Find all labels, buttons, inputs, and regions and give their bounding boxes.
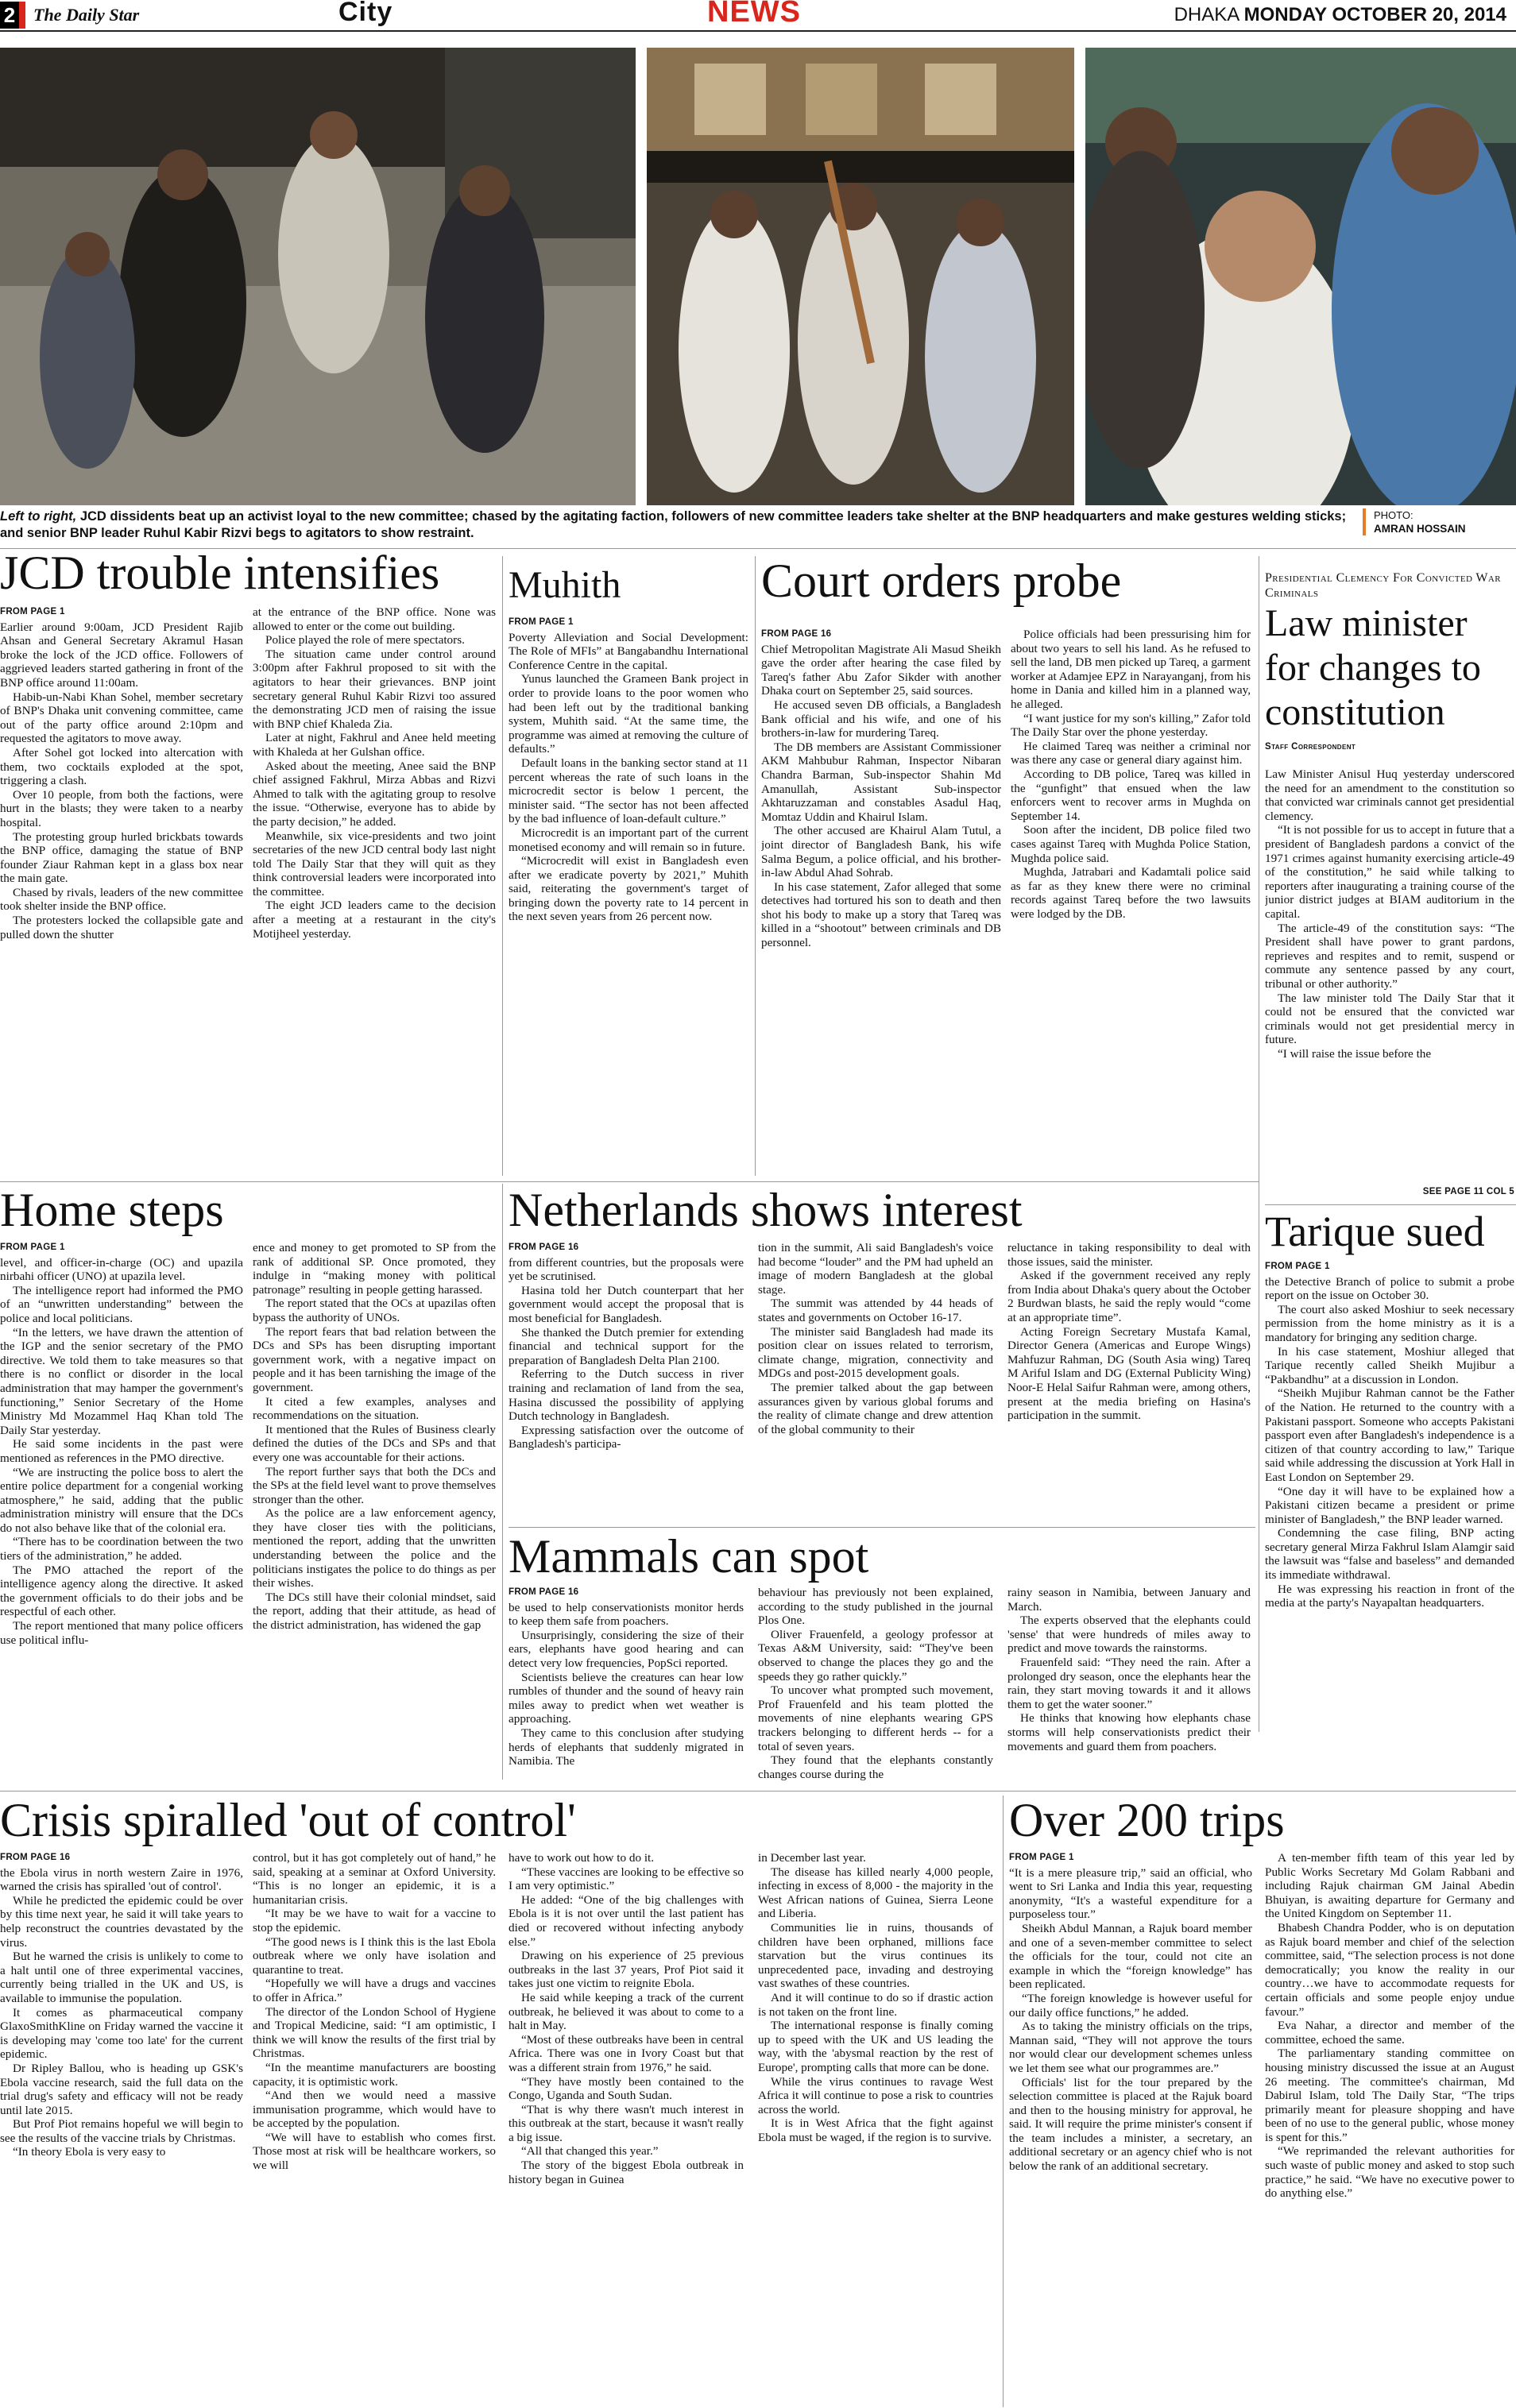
from-page-label: FROM PAGE 1	[509, 617, 574, 627]
paragraph: The situation came under control around 3:00pm after Fakhrul proposed to sit with the agitators to hear their grievances. BNP joint secretary general Ruhul Kabir Rizvi too assured the demonstrating JCD men of raising the issue with BNP chief Khaleda Zia.	[253, 647, 496, 731]
paragraph: “There has to be coordination between the two tiers of the administration,” he added.	[0, 1535, 243, 1563]
paragraph: Acting Foreign Secretary Mustafa Kamal, Director Genera (Americas and Europe Wings) Mahfuzur Rahman, DG (South Asia wing) Tareq M Ariful Islam and DG (External Publicity Wing) Noor-E Helal Saifur Rahman were, among others, present at the media briefing on Hasina's participation in the summit.	[1007, 1324, 1251, 1423]
headline-trips: Over 200 trips	[1009, 1794, 1285, 1846]
headline-mammals: Mammals can spot	[509, 1530, 869, 1583]
from-page-label: FROM PAGE 1	[0, 607, 65, 616]
divider	[509, 1527, 1255, 1528]
paragraph: “Sheikh Mujibur Rahman cannot be the Father of the Nation. He returned to the country with a Pakistani passport. Someone who accepts Pakistani passport even after Bangladesh's independence is a citizen of that country according to law,” Tarique said while addressing the discussion at York Hall in East London on September 29.	[1265, 1386, 1514, 1484]
paragraph: Eva Nahar, a director and member of the committee, echoed the same.	[1265, 2019, 1514, 2047]
netherlands-col-1	[509, 1241, 744, 1527]
paragraph: He thinks that knowing how elephants chase storms will help conservationists predict their movements and guard them from poachers.	[1007, 1711, 1251, 1753]
paragraph: As the police are a law enforcement agency, they have closer ties with the politicians, mentioned the report, adding that the unwritten understanding between the police and the politicians instigates the police to do things as per their wishes.	[253, 1506, 496, 1591]
paragraph: the Ebola virus in north western Zaire in 1976, warned the crisis has spiralled 'out of control'.	[0, 1865, 243, 1894]
paragraph: “That is why there wasn't much interest in this outbreak at the start, because it wasn't really a big issue.	[509, 2102, 744, 2144]
paragraph: Microcredit is an important part of the current monetised economy and will remain so in future.	[509, 825, 748, 854]
jcd-col-2	[253, 605, 496, 1177]
paragraph: “I want justice for my son's killing,” Zafor told The Daily Star over the phone yesterday.	[1011, 711, 1251, 740]
paragraph: To uncover what prompted such movement, Prof Frauenfeld and his team plotted the movements of nine elephants wearing GPS trackers belonging to different herds -- for a total of seven years.	[758, 1683, 993, 1753]
paragraph: It cited a few examples, analyses and recommendations on the situation.	[253, 1394, 496, 1423]
paragraph: The article-49 of the constitution says: “The President shall have power to grant pardons, reprieves and respites and to remit, suspend or commute any sentence passed by any court, tribunal or other authority.”	[1265, 921, 1514, 991]
paragraph: Sheikh Abdul Mannan, a Rajuk board member and one of a seven-member committee to select the officials for the tour, could not cite an example in which the “foreign knowledge” has been replicated.	[1009, 1921, 1252, 1992]
paragraph: Police officials had been pressurising him for about two years to sell his land. As he refused to sell the land, DB men picked up Tareq, a garment worker at Adamjee EPZ in Narayanganj, from his home in Dania and killed him in a planned way, he alleged.	[1011, 628, 1251, 711]
paragraph: The protesting group hurled brickbats towards the BNP office, damaging the statue of BNP founder Ziaur Rahman kept in a glass box near the main gate.	[0, 829, 243, 886]
paragraph: The premier talked about the gap between assurances given by various global forums and the reality of climate change and drew attention of the global community to their	[758, 1380, 993, 1436]
paragraph: Later at night, Fakhrul and Anee held meeting with Khaleda at her Gulshan office.	[253, 731, 496, 759]
paragraph: Poverty Alleviation and Social Development: The Role of MFIs” at Bangabandhu International Conference Centre in the capital.	[509, 630, 748, 672]
netherlands-col-2	[758, 1241, 993, 1527]
paragraph: They came to this conclusion after studying herds of elephants that suddenly migrated in Namibia. The	[509, 1726, 744, 1768]
paragraph: A ten-member fifth team of this year led by Public Works Secretary Md Golam Rabbani and including Rajuk chairman GM Jainal Abedin Bhuiyan, is awaiting departure for Germany and the United Kingdom on September 11.	[1265, 1851, 1514, 1921]
paragraph: Unsurprisingly, considering the size of their ears, elephants have good hearing and can detect very low frequencies, PopSci reported.	[509, 1628, 744, 1670]
paragraph: the Detective Branch of police to submit a probe report on the issue on October 30.	[1265, 1274, 1514, 1303]
divider	[0, 1791, 1516, 1792]
paragraph: The PMO attached the report of the intelligence agency along the directive. It asked the government officials to do their jobs and be respectful of each other.	[0, 1563, 243, 1619]
paragraph: Bhabesh Chandra Podder, who is on deputation as Rajuk board member and chief of the selection committee, said, “The selection process is not done democratically; you know the reality in our country…we have to accommodate requests for certain officials and some people enjoy undue favour.”	[1265, 1920, 1514, 2019]
column-rule	[1003, 1795, 1004, 2407]
headline-court: Court orders probe	[761, 555, 1122, 607]
column-rule	[755, 556, 756, 1176]
paragraph: He said some incidents in the past were mentioned as references in the PMO directive.	[0, 1437, 243, 1465]
paragraph: Expressing satisfaction over the outcome of Bangladesh's participa-	[509, 1423, 744, 1451]
headline-law-3: constitution	[1265, 691, 1445, 733]
paragraph: According to DB police, Tareq was killed in the “gunfight” that ensued when the law enforcers went to recover arms in Mughda on September 14.	[1011, 767, 1251, 823]
from-page-label: FROM PAGE 1	[1265, 1262, 1330, 1271]
paragraph: “I will raise the issue before the	[1278, 1046, 1432, 1061]
paragraph: The story of the biggest Ebola outbreak in history began in Guinea	[509, 2159, 744, 2186]
paragraph: Mughda, Jatrabari and Kadamtali police said as far as they knew there were no criminal records against Tareq before the two lawsuits were lodged by the DB.	[1011, 865, 1251, 921]
paragraph: He claimed Tareq was neither a criminal nor was there any case or general diary against him.	[1011, 739, 1251, 767]
masthead	[0, 0, 1516, 32]
dateline-city: DHAKA	[1174, 4, 1239, 25]
dateline	[1174, 3, 1506, 27]
column-rule	[502, 1184, 503, 1780]
mammals-col-1	[509, 1586, 744, 1781]
jcd-col-1	[0, 605, 243, 1177]
paragraph: The report further says that both the DCs and the SPs at the field level want to prove themselves stronger than the other.	[253, 1464, 496, 1506]
paragraph: The international response is finally coming up to speed with the UK and US leading the way, with the 'abysmal reaction by the rest of Europe', prompting calls that more can be done.	[758, 2019, 993, 2074]
home-col-2	[253, 1241, 496, 1781]
from-page-label: FROM PAGE 16	[509, 1243, 579, 1252]
crisis-col-4	[758, 1851, 993, 2407]
paragraph: tion in the summit, Ali said Bangladesh's voice had become “louder” and the PM had upheld an image of modern Bangladesh at the global stage.	[758, 1241, 993, 1297]
crisis-col-1	[0, 1851, 243, 2407]
paragraph: The law minister told The Daily Star that it could not be ensured that the convicted war criminals would not get presidential mercy in future.	[1265, 991, 1514, 1047]
paragraph: The director of the London School of Hygiene and Tropical Medicine, said: “I am optimistic, I think we will know the results of the first trial by Christmas.	[253, 2004, 496, 2061]
headline-tarique: Tarique sued	[1265, 1208, 1485, 1255]
paragraph: Officials' list for the tour prepared by the selection committee is placed at the Rajuk board and then to the housing ministry for approval, he said. It will require the prime minister's consent if the team includes a minister, a secretary, an additional secretary or an agency chief who is not below the rank of an additional secretary.	[1009, 2075, 1252, 2174]
paragraph: Hasina told her Dutch counterpart that her government would accept the proposal that is most beneficial for Bangladesh.	[509, 1283, 744, 1325]
paragraph: “And then we would need a massive immunisation programme, which would have to be accepted by the population.	[253, 2089, 496, 2131]
paragraph: Scientists believe the creatures can hear low rumbles of thunder and the sound of heavy rain miles away to predict when wet weather is approaching.	[509, 1670, 744, 1726]
muhith-col-1	[509, 616, 748, 1180]
home-col-1	[0, 1241, 243, 1781]
netherlands-col-3	[1007, 1241, 1251, 1527]
paragraph: The experts observed that the elephants could 'sense' that were hundreds of miles away to predict and move towards the rainstorms.	[1007, 1614, 1251, 1656]
paragraph: Habib-un-Nabi Khan Sohel, member secretary of BNP's Dhaka unit convening committee, came out of the party office around 2:10pm and requested the agitators to move away.	[0, 690, 243, 746]
paragraph: “We reprimanded the relevant authorities for such waste of public money and asked to stop such practice,” he said. “We have no executive power to do anything else.”	[1265, 2144, 1514, 2201]
law-col-1	[1265, 767, 1514, 1185]
paragraph: After Sohel got locked into altercation with them, two cocktails exploded at the spot, triggering a clash.	[0, 745, 243, 788]
paragraph: The protesters locked the collapsible gate and pulled down the shutter	[0, 914, 243, 941]
paragraph: Communities lie in ruins, thousands of children have been orphaned, millions face starvation but the virus continues its unprecedented pace, invading and destroying vast swathes of these countries.	[758, 1920, 993, 1991]
page-number: 2	[0, 2, 19, 29]
paragraph: The intelligence report had informed the PMO of an “unwritten understanding” between the police and local politicians.	[0, 1283, 243, 1325]
credit-label: PHOTO:	[1374, 509, 1414, 521]
paragraph: Earlier around 9:00am, JCD President Rajib Ahsan and General Secretary Akramul Hasan broke the lock of the JCD office. Followers of aggrieved leaders started gathering in front of the BNP office around 11:00am.	[0, 620, 243, 690]
paragraph: He was expressing his reaction in front of the media at the party's Nayapaltan headquarters.	[1265, 1582, 1514, 1610]
paragraph: Oliver Frauenfeld, a geology professor at Texas A&M University, said: “They've been observed to change the places they go and the speeds they go rather quickly.”	[758, 1627, 993, 1683]
paragraph: The disease has killed nearly 4,000 people, infecting in excess of 8,000 - the majority in the West African nations of Guinea, Sierra Leone and Liberia.	[758, 1865, 993, 1921]
tarique-col-1	[1265, 1260, 1514, 1781]
paragraph: The court also asked Moshiur to seek necessary permission from the home ministry as it is a mandatory for bringing any sedition charge.	[1265, 1302, 1514, 1344]
mammals-col-2	[758, 1586, 993, 1781]
paragraph: “It is a mere pleasure trip,” said an official, who went to Sri Lanka and India this year, requesting anonymity, “It's a wasteful expenditure for a purposeless tour.”	[1009, 1865, 1252, 1922]
paragraph: He accused seven DB officials, a Bangladesh Bank official and his wife, and one of his brothers-in-law for murdering Tareq.	[761, 698, 1001, 740]
paragraph: “It may be we have to wait for a vaccine to stop the epidemic.	[253, 1907, 496, 1935]
paragraph: control, but it has got completely out of hand,” he said, speaking at a seminar at Oxford University. “This is no longer an epidemic, it is a humanitarian crisis.	[253, 1851, 496, 1907]
paragraph: Asked if the government received any reply from India about Dhaka's query about the October 2 Burdwan blasts, he said the reply would “come at an appropriate time”.	[1007, 1269, 1251, 1324]
paragraph: But Prof Piot remains hopeful we will begin to see the results of the vaccine trials by Christmas.	[0, 2117, 243, 2145]
headline-jcd: JCD trouble intensifies	[0, 547, 440, 599]
paragraph: “These vaccines are looking to be effective so I am very optimistic.”	[509, 1865, 744, 1893]
paragraph: Dr Ripley Ballou, who is heading up GSK's Ebola vaccine research, said the full data on the trial drug's safety and efficacy will not be ready until late 2015.	[0, 2061, 243, 2117]
trips-col-1	[1009, 1851, 1252, 2407]
from-page-label: FROM PAGE 16	[509, 1587, 579, 1597]
paragraph: The parliamentary standing committee on housing ministry discussed the issue at an August 26 meeting. The committee's chairman, Md Dabirul Islam, told The Daily Star, “The trips primarily meant for pleasure shopping and have been of no use to the general public, whose money is spent for this.”	[1265, 2047, 1514, 2144]
paragraph: The minister said Bangladesh had made its position clear on issues related to terrorism, climate change, migration, connectivity and MDGs and post-2015 development goals.	[758, 1324, 993, 1381]
caption-lead: Left to right,	[0, 509, 77, 524]
paragraph: The eight JCD leaders came to the decision after a meeting at a restaurant in the city's Motijheel yesterday.	[253, 899, 496, 941]
paragraph: The DCs still have their colonial mindset, said the report, adding that their attitude, as head of the district administration, has widened the gap	[253, 1590, 496, 1633]
paper-name: The Daily Star	[33, 5, 140, 25]
paragraph: “One day it will have to be explained how a Pakistani citizen became a president or prime minister of Bangladesh,” the BNP leader warned.	[1265, 1484, 1514, 1526]
mammals-col-3	[1007, 1586, 1251, 1781]
paragraph: Drawing on his experience of 25 previous outbreaks in the last 37 years, Prof Piot said it takes just one victim to reignite Ebola.	[509, 1949, 744, 1991]
from-page-label: FROM PAGE 16	[0, 1853, 71, 1862]
paragraph: Meanwhile, six vice-presidents and two joint secretaries of the new JCD central body last night told The Daily Star that they will quit as they think controversial leaders were incorporated into the committee.	[253, 829, 496, 899]
paragraph: In his case statement, Moshiur alleged that Tarique recently called Sheikh Mujibur a “Pakbandhu” at a discussion in London.	[1265, 1344, 1514, 1386]
paragraph: Soon after the incident, DB police filed two cases against Tareq with Mughda Police Station, Mughda police said.	[1011, 823, 1251, 865]
paragraph: Frauenfeld said: “They need the rain. After a prolonged dry season, once the elephants hear the rain, they start moving towards it and it allows them to get the water sooner.”	[1007, 1655, 1251, 1711]
paragraph: In his case statement, Zafor alleged that some detectives had tortured his son to death and then shot his body to make up a story that Tareq was killed in a “shootout” between criminals and DB personnel.	[761, 879, 1001, 950]
crisis-col-2	[253, 1851, 496, 2407]
crisis-col-3	[509, 1851, 744, 2407]
paragraph: The other accused are Khairul Alam Tutul, a joint director of Bangladesh Bank, his wife Salma Begum, a police official, and his brother-in-law Abdul Ahad Sohrab.	[761, 824, 1001, 880]
byline: Staff Correspondent	[1265, 742, 1356, 752]
paragraph: “We are instructing the police boss to alert the entire police department for a congenial working atmosphere,” he said, adding that the public administration ministry will ensure that the DCs do not also behave like that of the colonial era.	[0, 1465, 243, 1535]
paragraph: It is in West Africa that the fight against Ebola must be waged, if the region is to survive.	[758, 2116, 993, 2144]
kicker-law: Presidential Clemency For Convicted War Criminals	[1265, 571, 1501, 600]
paragraph: Asked about the meeting, Anee said the BNP chief assigned Fakhrul, Mirza Abbas and Rizvi Ahmed to talk with the agitating group to resolve the issue. “Otherwise, everyone has to abide by the party decision,” he added.	[253, 759, 496, 829]
paragraph: The summit was attended by 44 heads of states and governments on October 16-17.	[758, 1297, 993, 1324]
photo-center	[647, 48, 1074, 505]
section-name: City	[338, 0, 393, 27]
paragraph: The report fears that bad relation between the DCs and SPs has been disrupting important government work, with a negative impact on people and it has been tarnishing the image of the government.	[253, 1324, 496, 1394]
divider	[1265, 1204, 1516, 1205]
paragraph: Over 10 people, from both the factions, were hurt in the blasts; they were taken to a nearby hospital.	[0, 787, 243, 829]
from-page-label: FROM PAGE 16	[761, 629, 832, 639]
headline-netherlands: Netherlands shows interest	[509, 1184, 1023, 1236]
paragraph: “The foreign knowledge is however useful for our daily office functions,” he added.	[1009, 1991, 1252, 2020]
from-page-label: FROM PAGE 1	[1009, 1853, 1074, 1862]
photo-right	[1085, 48, 1516, 505]
paragraph: Chased by rivals, leaders of the new committee took shelter inside the BNP office.	[0, 885, 243, 914]
paragraph: The DB members are Assistant Commissioner AKM Mahbubur Rahman, Inspector Nibaran Chandra Barman, Sub-inspector Shahin Md Amanullah, Assistant Sub-inspector Akhtaruzzaman and constables Asadul Haq, Momtaz Uddin and Khairul Islam.	[761, 740, 1001, 824]
dateline-date: MONDAY OCTOBER 20, 2014	[1243, 4, 1506, 25]
caption-text: JCD dissidents beat up an activist loyal to the new committee; chased by the agitating faction, followers of new committee leaders take shelter at the BNP headquarters and make gestures welding sticks; and senior BNP leader Ruhul Kabir Rizvi begs to agitators to show restraint.	[0, 509, 1347, 540]
paragraph: in December last year.	[758, 1851, 866, 1865]
paragraph: at the entrance of the BNP office. None was allowed to enter or the come out building.	[253, 605, 496, 633]
paragraph: “Most of these outbreaks have been in central Africa. There was one in Ivory Coast but that was a different strain from 1976,” he said.	[509, 2032, 744, 2074]
column-rule	[502, 556, 503, 1176]
paragraph: The report stated that the OCs at upazilas often bypass the authority of UNOs.	[253, 1297, 496, 1324]
paragraph: Chief Metropolitan Magistrate Ali Masud Sheikh gave the order after hearing the case filed by Tareq's father Abu Zafor Sikder with another Dhaka court on September 25, said sources.	[761, 642, 1001, 698]
paragraph: ence and money to get promoted to SP from the rank of additional SP. Once promoted, they indulge in “making money with political patronage” resulting in people getting harassed.	[253, 1241, 496, 1297]
paragraph: Law Minister Anisul Huq yesterday underscored the need for an amendment to the constitution so that convicted war criminals cannot get presidential clemency.	[1265, 767, 1514, 823]
paragraph: He added: “One of the big challenges with Ebola is it is not over until the last patient has died or recovered without infecting anybody else.”	[509, 1892, 744, 1949]
court-col-1	[761, 628, 1001, 1176]
paragraph: “We will have to establish who comes first. Those most at risk will be healthcare workers, so we will	[253, 2130, 496, 2173]
paragraph: They found that the elephants constantly changes course during the	[758, 1753, 993, 1781]
photo-left	[0, 48, 636, 505]
paragraph: While he predicted the epidemic could be over by this time next year, he said it will take years to help reconstruct the countries devastated by the virus.	[0, 1893, 243, 1950]
paragraph: rainy season in Namibia, between January and March.	[1007, 1586, 1251, 1614]
paragraph: “In theory Ebola is very easy to	[13, 2145, 166, 2159]
court-col-2	[1011, 628, 1251, 1176]
accent-bar	[19, 2, 25, 29]
headline-law-2: for changes to	[1265, 647, 1481, 689]
paragraph: “Microcredit will exist in Bangladesh even after we eradicate poverty by 2021,” Muhith said, reiterating the government's target of bringing down the poverty rate to 14 percent in the next seven years from 26 percent now.	[509, 854, 748, 924]
paragraph: But he warned the crisis is unlikely to come to a halt until one of three experimental vaccines, currently being trialled in the UK and US, is available to immunise the population.	[0, 1950, 243, 2005]
paragraph: “They have mostly been contained to the Congo, Uganda and South Sudan.	[509, 2074, 744, 2103]
headline-law-1: Law minister	[1265, 602, 1468, 644]
headline-crisis: Crisis spiralled 'out of control'	[0, 1794, 576, 1846]
paragraph: behaviour has previously not been explained, according to the study published in the journal Plos One.	[758, 1586, 993, 1628]
photo-caption	[0, 508, 1351, 542]
photo-credit	[1363, 508, 1514, 535]
category-label: NEWS	[707, 0, 801, 29]
paragraph: “All that changed this year.”	[521, 2144, 659, 2159]
paragraph: Condemning the case filing, BNP acting secretary general Mirza Fakhrul Islam Alamgir said the lawsuit was “false and baseless” and demanded its immediate withdrawal.	[1265, 1526, 1514, 1583]
paragraph: It comes as pharmaceutical company GlaxoSmithKline on Friday warned the vaccine it is developing may 'come too late' for the current epidemic.	[0, 2005, 243, 2062]
paragraph: He said while keeping a track of the current outbreak, he believed it was about to come to a halt in May.	[509, 1990, 744, 2033]
paragraph: Police played the role of mere spectators.	[265, 633, 465, 647]
paragraph: And it will continue to do so if drastic action is not taken on the front line.	[758, 1990, 993, 2019]
paragraph: from different countries, but the proposals were yet be scrutinised.	[509, 1255, 744, 1284]
paragraph: level, and officer-in-charge (OC) and upazila nirbahi officer (UNO) at upazila level.	[0, 1255, 243, 1284]
paragraph: “Hopefully we will have a drugs and vaccines to offer in Africa.”	[253, 1977, 496, 2004]
credit-name: AMRAN HOSSAIN	[1374, 523, 1466, 535]
paragraph: be used to help conservationists monitor herds to keep them safe from poachers.	[509, 1600, 744, 1629]
paragraph: Default loans in the banking sector stand at 11 percent whereas the rate of such loans in the microcredit sector is below 1 percent, the minister said. “The sector has not been affected by the bad influence of loan-default culture.”	[509, 756, 748, 826]
paragraph: As to taking the ministry officials on the trips, Mannan said, “They will not approve the tours nor would clear our development schemes unless we let them see what our programmes are.”	[1009, 2020, 1252, 2075]
headline-muhith: Muhith	[509, 564, 621, 606]
paragraph: “In the letters, we have drawn the attention of the IGP and the senior secretary of the PMO directive. We told them to take measures so that there is no conflict or disorder in the local administration that may hamper the government's functioning,” Senior Secretary of the Home Ministry Md Mozammel Haq Khan told The Daily Star yesterday.	[0, 1325, 243, 1437]
paragraph: Yunus launched the Grameen Bank project in order to provide loans to the poor women who had been left out by the traditional banking system, Muhith said. “At the same time, the programme was aimed at removing the culture of defaults.”	[509, 672, 748, 756]
paragraph: While the virus continues to ravage West Africa it will continue to pose a risk to countries across the world.	[758, 2074, 993, 2116]
paragraph: It mentioned that the Rules of Business clearly defined the duties of the DCs and SPs and that every one was accountable for their actions.	[253, 1422, 496, 1464]
headline-home: Home steps	[0, 1184, 224, 1236]
paragraph: “It is not possible for us to accept in future that a president of Bangladesh pardons a convict of the 1971 crimes against humanity exercising article-49 of the constitution,” he said while talking to reporters after inaugurating a training course of the junior district judges at BIAM auditorium in the capital.	[1265, 823, 1514, 921]
paragraph: “In the meantime manufacturers are boosting capacity, it is optimistic work.	[253, 2060, 496, 2089]
paragraph: Referring to the Dutch success in river training and reclamation of land from the sea, Hasina discussed the possibility of applying Dutch technology in Bangladesh.	[509, 1367, 744, 1424]
trips-col-2	[1265, 1851, 1514, 2407]
paragraph: She thanked the Dutch premier for extending financial and technical support for the preparation of Bangladesh Delta Plan 2100.	[509, 1325, 744, 1367]
paragraph: have to work out how to do it.	[509, 1851, 655, 1865]
divider	[0, 1181, 1259, 1182]
from-page-label: FROM PAGE 1	[0, 1243, 65, 1252]
paragraph: “The good news is I think this is the last Ebola outbreak where we only have isolation and quarantine to treat.	[253, 1935, 496, 1977]
see-page-jump: SEE PAGE 11 COL 5	[1422, 1187, 1514, 1196]
paragraph: reluctance in taking responsibility to deal with those issues, said the minister.	[1007, 1241, 1251, 1269]
paragraph: The report mentioned that many police officers use political influ-	[0, 1619, 243, 1647]
